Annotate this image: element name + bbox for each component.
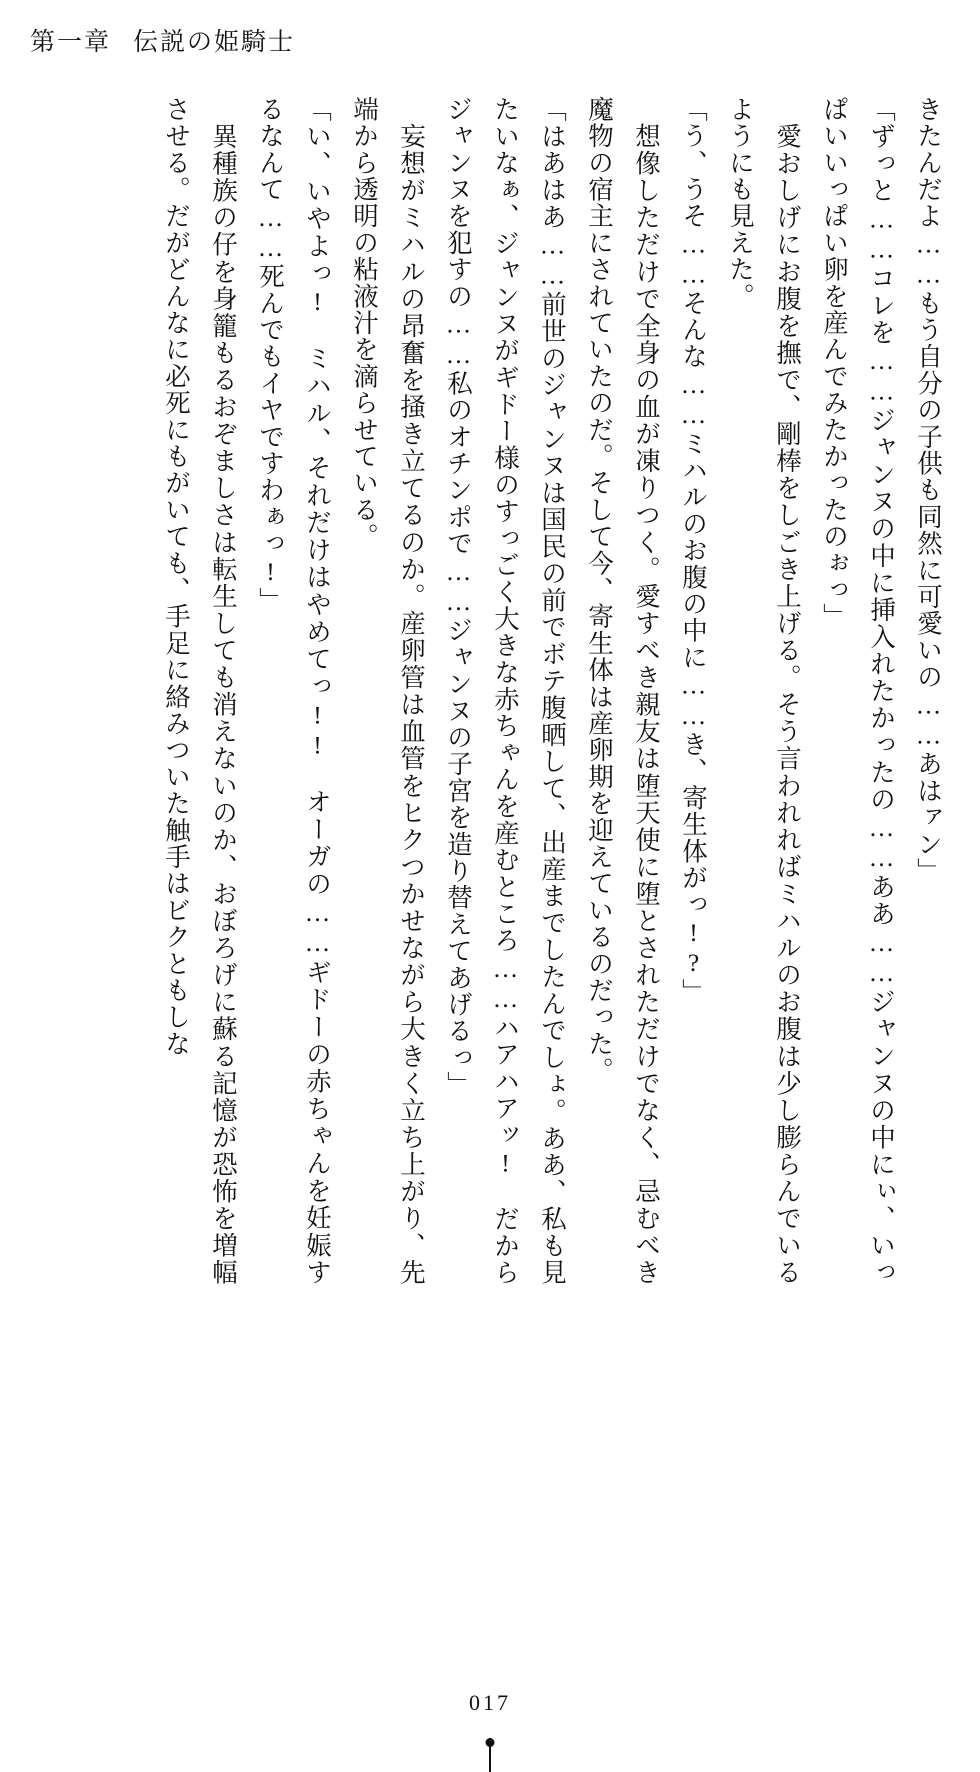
paragraph: 異種族の仔を身籠もるおぞましさは転生しても消えないのか、おぼろげに蘇る記憶が恐怖を増幅させる。だがどんなに必死にもがいても、手足に絡みついた触手はビクともしな (162, 96, 238, 1286)
chapter-number: 第一章 (30, 29, 112, 56)
paragraph: 「う、うそ……そんな……ミハルのお腹の中に……き、寄生体がっ!?」 (679, 96, 708, 1006)
paragraph: 「い、いやよっ! ミハル、それだけはやめてっ!! オーガの……ギドーの赤ちゃんを妊娠するなんて……死んでもイヤですわぁっ!」 (256, 96, 332, 1286)
running-head (30, 22, 295, 58)
chapter-title: 伝説の姫騎士 (133, 29, 296, 56)
paragraph: 想像しただけで全身の血が凍りつく。愛すべき親友は堕天使に堕とされただけでなく、忌むべき魔物の宿主にされていたのだ。そして今、寄生体は産卵期を迎えているのだった。 (585, 96, 661, 1286)
paragraph: 愛おしげにお腹を撫で、剛棒をしごき上げる。そう言われればミハルのお腹は少し膨らんでいるようにも見えた。 (726, 96, 802, 1286)
page-number: 017 (469, 1690, 511, 1715)
paragraph: 「はあはあ……前世のジャンヌは国民の前でボテ腹晒して、出産までしたんでしょ。ああ、私も見たいなぁ、ジャンヌがギドー様のすっごく大きな赤ちゃんを産むところ……ハアハアッ! だからジャンヌを犯すの……私のオチンポで……ジャンヌの子宮を造り替えてあげるっ」 (444, 96, 567, 1286)
paragraph: きたんだよ……もう自分の子供も同然に可愛いの……あはァン」 (914, 96, 943, 885)
body-text (36, 96, 952, 1286)
paragraph: 「ずっと……コレを……ジャンヌの中に挿入れたかったの……ああ……ジャンヌの中にぃ、いっぱいいっぱい卵を産んでみたかったのぉっ」 (820, 96, 896, 1286)
paragraph: 妄想がミハルの昂奮を掻き立てるのか。産卵管は血管をヒクつかせながら大きく立ち上がり、先端から透明の粘液汁を滴らせている。 (350, 96, 426, 1286)
binding-mark-icon (481, 1738, 499, 1772)
